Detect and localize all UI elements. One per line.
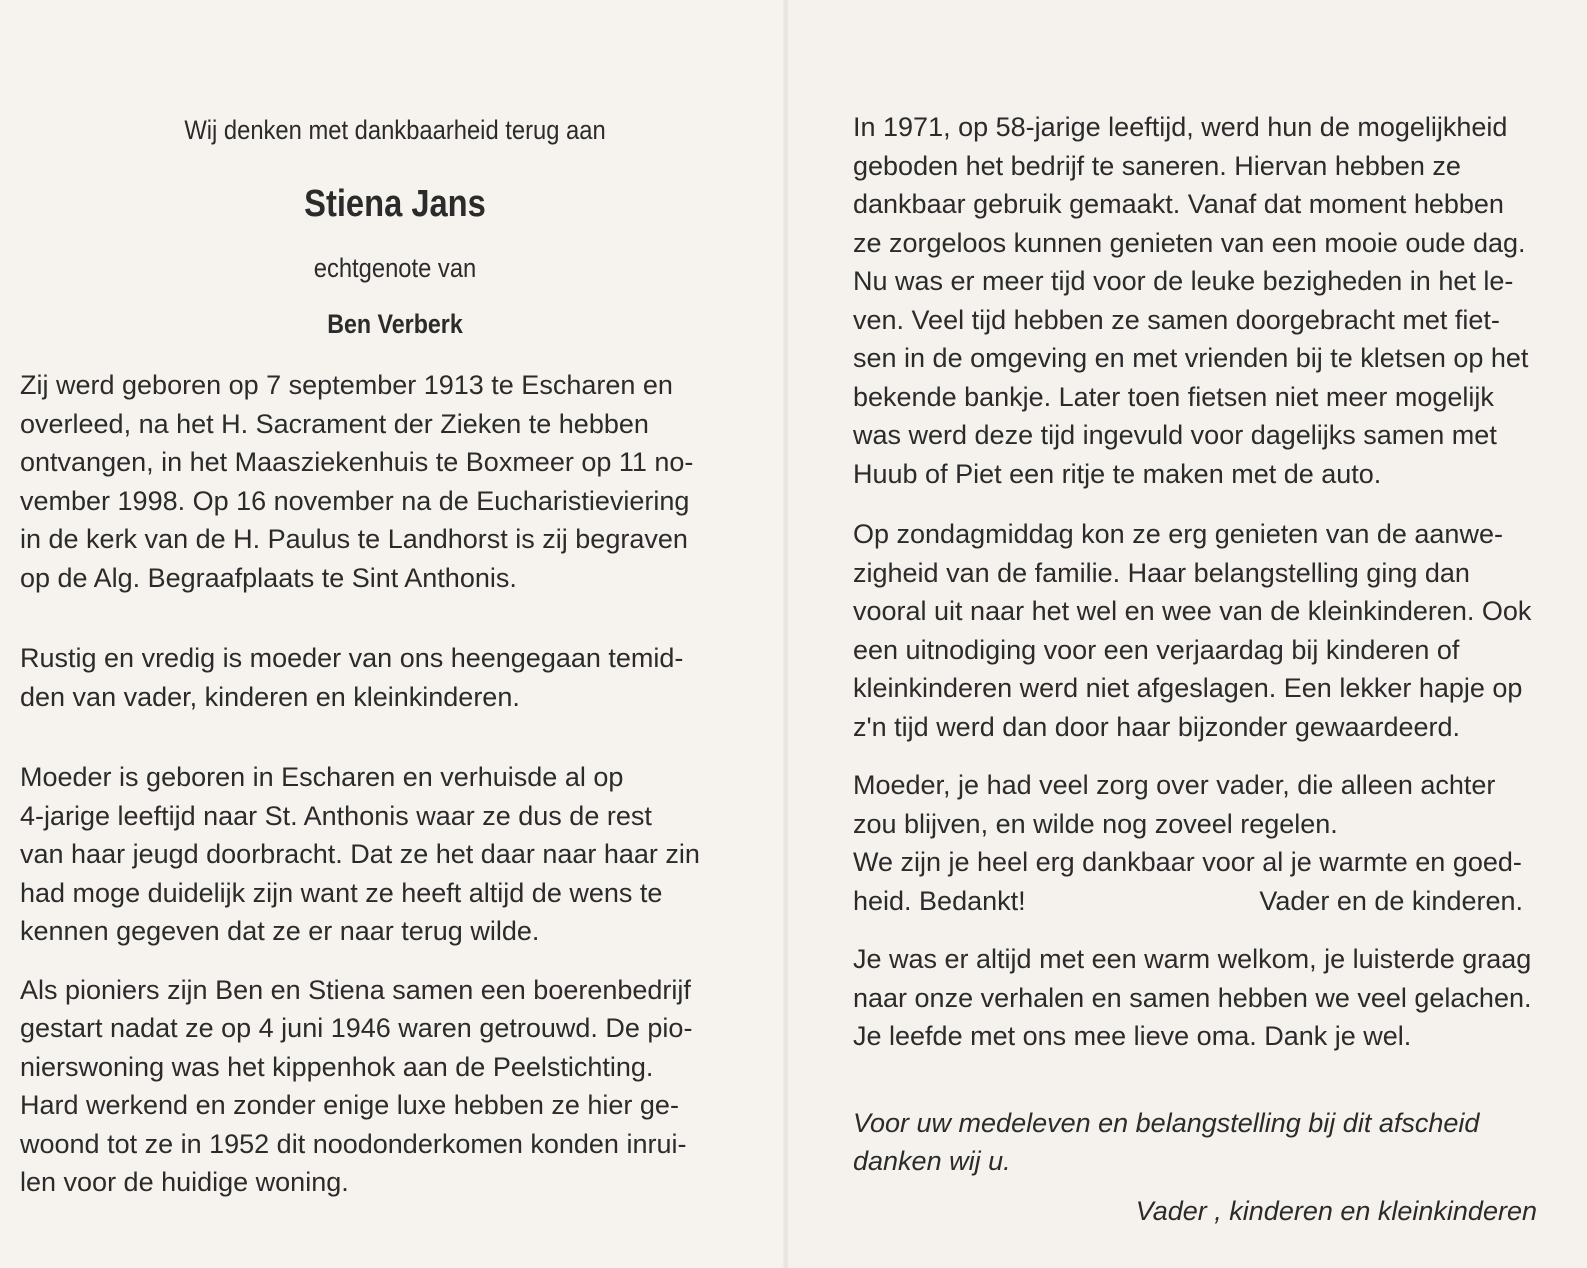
text-line: 4-jarige leeftijd naar St. Anthonis waar ze dus de rest [20, 800, 652, 831]
text-line: overleed, na het H. Sacrament der Zieken te hebben [20, 408, 649, 439]
text-line: nierswoning was het kippenhok aan de Peelstichting. [20, 1051, 654, 1082]
text-line: ontvangen, in het Maasziekenhuis te Boxmeer op 11 no- [20, 447, 694, 477]
text-line: kennen gegeven dat ze er naar terug wilde. [20, 916, 540, 946]
text-line: ze zorgeloos kunnen genieten van een mooie oude dag. [853, 227, 1526, 258]
text-line: Rustig en vredig is moeder van ons heengegaan temid- [20, 643, 684, 673]
text-line: Je was er altijd met een warm welkom, je luisterde graag [853, 944, 1532, 974]
text-line: een uitnodiging voor een verjaardag bij kinderen of [853, 634, 1460, 665]
text-line: vooral uit naar het wel en wee van de kleinkinderen. Ook [853, 596, 1532, 626]
text-line: van haar jeugd doorbracht. Dat ze het daar naar haar zin [20, 839, 700, 869]
text-line: woond tot ze in 1952 dit noodonderkomen konden inrui- [20, 1128, 687, 1159]
text-line: had moge duidelijk zijn want ze heeft altijd de wens te [20, 877, 663, 908]
card-fold [783, 0, 789, 1268]
text-line: vember 1998. Op 16 november na de Eucharistieviering [20, 485, 690, 516]
text-line: zou blijven, en wilde nog zoveel regelen. [853, 808, 1338, 839]
text-line: was werd deze tijd ingevuld voor dagelijks samen met [853, 420, 1497, 450]
paragraph-family [853, 515, 1553, 746]
text-line: geboden het bedrijf te saneren. Hiervan hebben ze [853, 150, 1461, 181]
paragraph-passing [20, 639, 715, 716]
text-line: We zijn je heel erg dankbaar voor al je warmte en goed- [853, 847, 1522, 877]
paragraph-thanks-mother [853, 766, 1553, 920]
text-line: Zij werd geboren op 7 september 1913 te Escharen en [20, 370, 673, 400]
paragraph-birth-death [20, 366, 715, 597]
left-column [20, 108, 715, 1202]
paragraph-pioneers [20, 971, 715, 1202]
right-column [853, 108, 1553, 1181]
paragraph-retirement [853, 108, 1553, 493]
spouse-name: Ben Verberk [327, 309, 463, 339]
text-line: naar onze verhalen en samen hebben we veel gelachen. [853, 982, 1532, 1013]
text-line: in de kerk van de H. Paulus te Landhorst is zij begraven [20, 524, 688, 554]
paragraph-youth [20, 758, 715, 951]
text-line: Als pioniers zijn Ben en Stiena samen een boerenbedrijf [20, 974, 691, 1005]
text-line: Huub of Piet een ritje te maken met de auto. [853, 458, 1382, 489]
text-line: In 1971, op 58-jarige leeftijd, werd hun de mogelijkheid [853, 112, 1508, 142]
text-line: den van vader, kinderen en kleinkinderen. [20, 681, 520, 712]
text-line: Nu was er meer tijd voor de leuke bezigheden in het le- [853, 266, 1514, 296]
signature-fragment: Vader en de kinderen. [1259, 885, 1523, 916]
paragraph-grandmother [853, 940, 1553, 1056]
text-line: Hard werkend en zonder enige luxe hebben ze hier ge- [20, 1090, 679, 1120]
text-line: op de Alg. Begraafplaats te Sint Anthonis. [20, 562, 517, 593]
text-line: len voor de huidige woning. [20, 1167, 349, 1197]
text-line: Moeder, je had veel zorg over vader, die alleen achter [853, 770, 1496, 800]
text-line: zigheid van de familie. Haar belangstelling ging dan [853, 557, 1470, 588]
text-line: Voor uw medeleven en belangstelling bij dit afscheid [853, 1107, 1480, 1138]
text-line: z'n tijd werd dan door haar bijzonder gewaardeerd. [853, 711, 1461, 742]
text-line: kleinkinderen werd niet afgeslagen. Een lekker hapje op [853, 673, 1523, 703]
text-line: danken wij u. [853, 1146, 1011, 1176]
text-line: dankbaar gebruik gemaakt. Vanaf dat moment hebben [853, 189, 1504, 219]
text-fragment: heid. Bedankt! [853, 885, 1026, 916]
text-line: bekende bankje. Later toen fietsen niet meer mogelijk [853, 381, 1494, 412]
paragraph-acknowledgement [853, 1104, 1553, 1181]
text-line-signed [853, 882, 1523, 921]
text-line: Je leefde met ons mee lieve oma. Dank je wel. [853, 1021, 1412, 1051]
text-line: gestart nadat ze op 4 juni 1946 waren getrouwd. De pio- [20, 1013, 693, 1043]
text-line: ven. Veel tijd hebben ze samen doorgebracht met fiet- [853, 304, 1500, 335]
intro-text: Wij denken met dankbaarheid terug aan [184, 115, 606, 145]
spouse-label: echtgenote van [313, 253, 477, 283]
text-line: Moeder is geboren in Escharen en verhuisde al op [20, 762, 624, 792]
text-line: sen in de omgeving en met vrienden bij te kletsen op het [853, 343, 1529, 373]
deceased-name: Stiena Jans [304, 183, 486, 225]
closing-signature: Vader , kinderen en kleinkinderen [1135, 1196, 1537, 1226]
text-line: Op zondagmiddag kon ze erg genieten van de aanwe- [853, 519, 1503, 549]
